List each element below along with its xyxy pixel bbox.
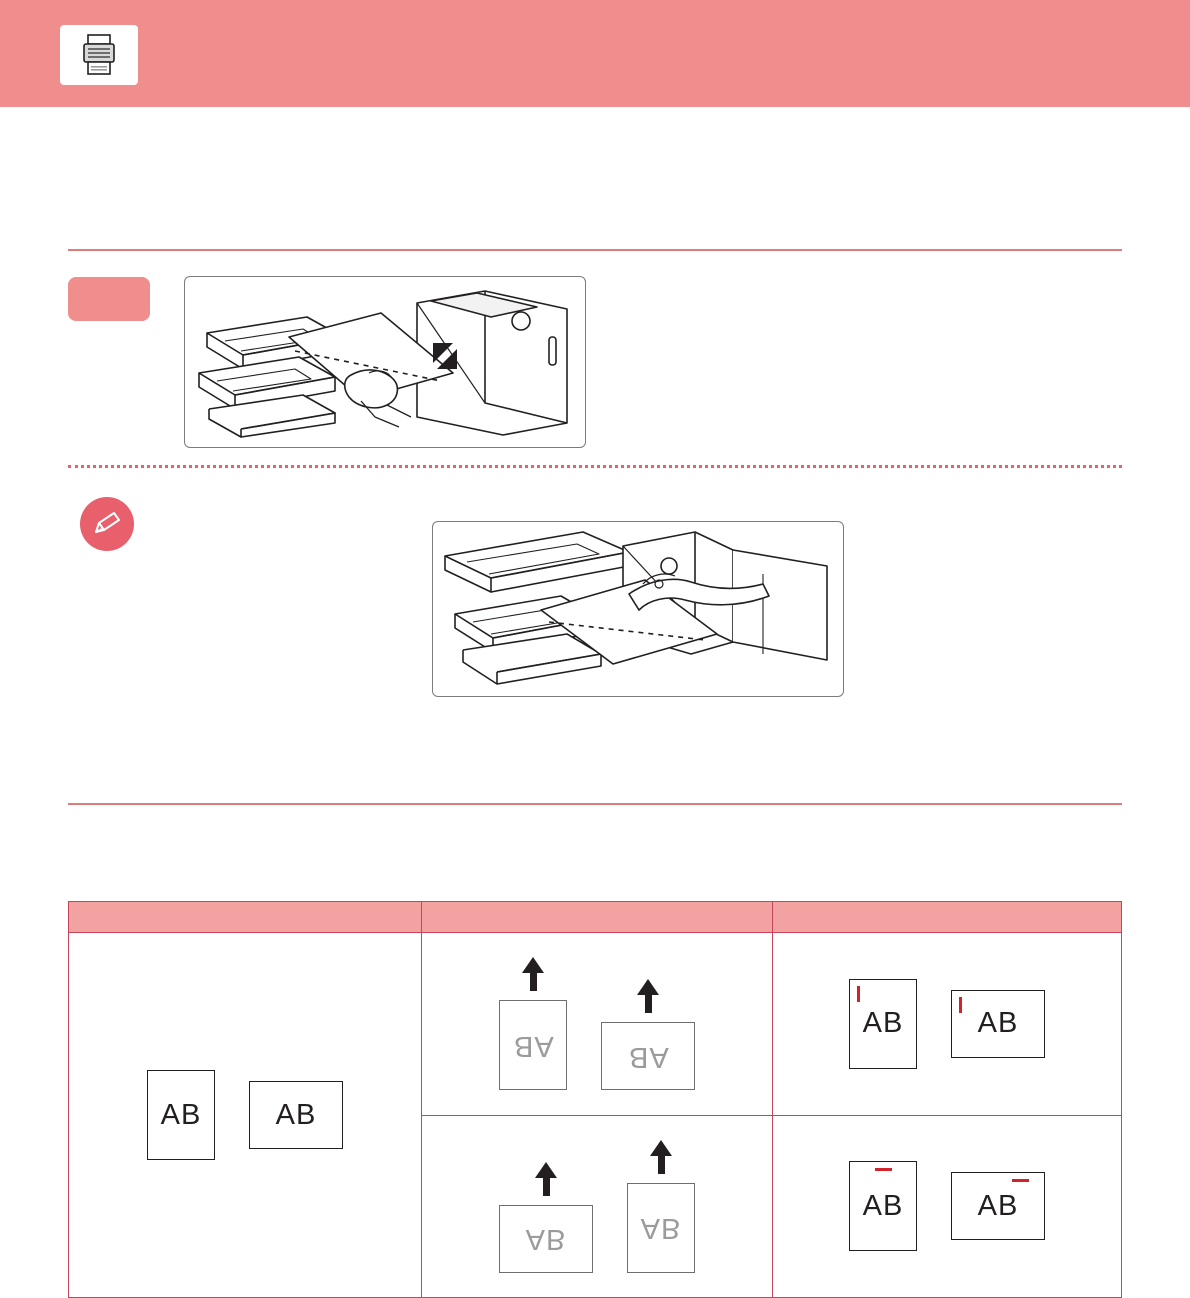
cell-original-documents xyxy=(69,933,422,1298)
printer-icon xyxy=(82,33,116,77)
table-header-output xyxy=(422,902,773,933)
page-header-band xyxy=(0,0,1190,107)
staple-sheet-portrait-1 xyxy=(849,979,917,1069)
staple-mark-vertical xyxy=(857,986,860,1002)
output-unit-portrait-1 xyxy=(499,957,567,1090)
feed-direction-arrow-icon xyxy=(522,957,544,991)
output-sheet-portrait-2-label: AB xyxy=(640,1212,682,1245)
cell-output-orientation-1 xyxy=(422,933,773,1116)
output-sheet-portrait-1 xyxy=(499,1000,567,1090)
output-sheet-portrait-1-label: AB xyxy=(512,1029,554,1062)
feed-direction-arrow-icon xyxy=(535,1162,557,1196)
printer-icon-box xyxy=(60,25,138,85)
output-unit-landscape-2 xyxy=(499,1162,593,1273)
staple-sheet-landscape-2-label: AB xyxy=(977,1189,1019,1222)
section-divider-top xyxy=(68,249,1122,251)
cell-staple-position-2 xyxy=(773,1115,1122,1298)
finisher-tray-illustration-1 xyxy=(184,276,586,448)
output-sheet-landscape-1-label: AB xyxy=(627,1040,669,1073)
output-unit-landscape-1 xyxy=(601,979,695,1090)
table-header-staple xyxy=(773,902,1122,933)
output-sheet-landscape-1 xyxy=(601,1022,695,1090)
staple-sheet-portrait-1-label: AB xyxy=(862,1007,904,1040)
section-divider-dotted xyxy=(68,465,1122,468)
finisher-tray-illustration-2 xyxy=(432,521,844,697)
staple-mark-horizontal xyxy=(875,1168,892,1171)
pencil-glyph xyxy=(90,507,124,541)
note-pencil-icon xyxy=(80,497,134,551)
output-sheet-portrait-2 xyxy=(627,1183,695,1273)
cell-staple-position-1 xyxy=(773,933,1122,1116)
staple-sheet-portrait-2-label: AB xyxy=(862,1189,904,1222)
staple-sheet-landscape-2 xyxy=(951,1172,1045,1240)
orientation-result-table xyxy=(68,901,1122,1298)
feed-direction-arrow-icon xyxy=(637,979,659,1013)
staple-sheet-portrait-2 xyxy=(849,1161,917,1251)
original-sheet-portrait-label: AB xyxy=(160,1098,202,1131)
table-header-row xyxy=(69,902,1122,933)
table-header-original xyxy=(69,902,422,933)
output-sheet-landscape-2 xyxy=(499,1205,593,1273)
staple-sheet-landscape-1 xyxy=(951,990,1045,1058)
staple-mark-vertical xyxy=(959,997,962,1013)
cell-output-orientation-2 xyxy=(422,1115,773,1298)
illustration-2-graphic xyxy=(433,522,843,696)
original-sheet-portrait xyxy=(147,1070,215,1160)
staple-sheet-landscape-1-label: AB xyxy=(977,1007,1019,1040)
section-divider-middle xyxy=(68,803,1122,805)
feed-direction-arrow-icon xyxy=(650,1140,672,1174)
staple-mark-horizontal xyxy=(1012,1179,1029,1182)
table-row xyxy=(69,933,1122,1116)
output-unit-portrait-2 xyxy=(627,1140,695,1273)
step-number-chip xyxy=(68,277,150,321)
output-sheet-landscape-2-label: AB xyxy=(525,1223,567,1256)
illustration-1-graphic xyxy=(185,277,585,447)
original-sheet-landscape-label: AB xyxy=(275,1098,317,1131)
original-sheet-landscape xyxy=(249,1081,343,1149)
